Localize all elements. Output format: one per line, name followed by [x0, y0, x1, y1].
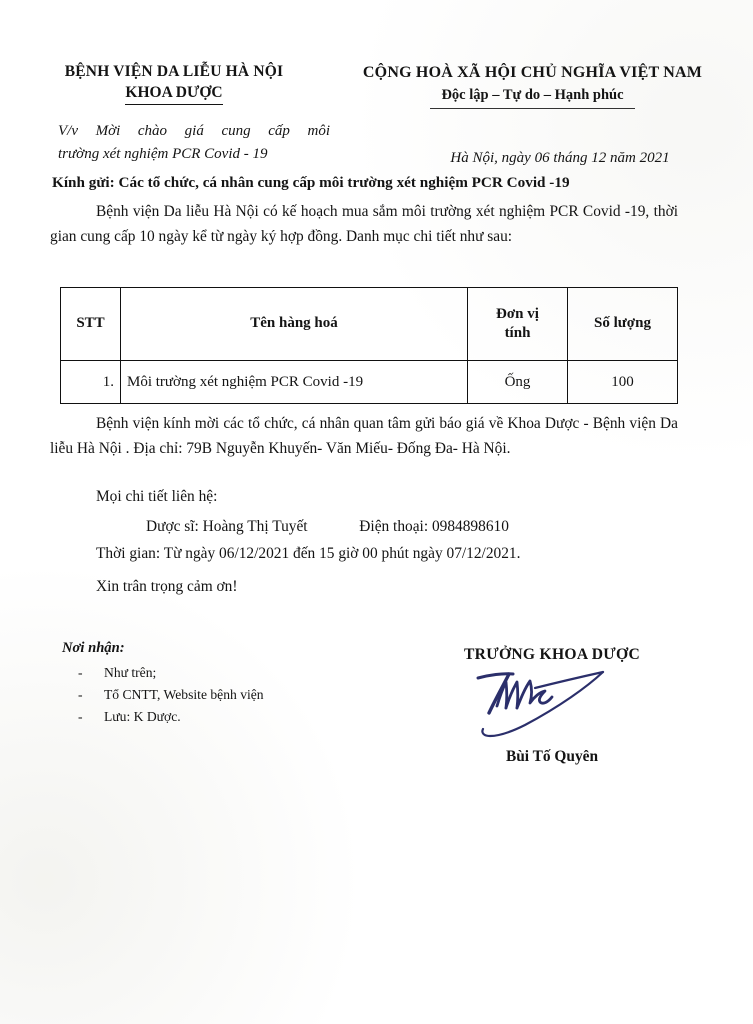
national-heading-block: [330, 62, 753, 109]
cell-stt: 1.: [61, 361, 121, 404]
issuing-organization-block: [0, 62, 330, 105]
recipients-block: [62, 640, 264, 728]
recipients-list: [62, 662, 264, 728]
signer-name: Bùi Tố Quyên: [505, 748, 599, 765]
contact-details: [146, 518, 509, 536]
recipients-title: Nơi nhận:: [62, 640, 125, 656]
cell-quantity: 100: [568, 361, 678, 404]
organization-name: BỆNH VIỆN DA LIỄU HÀ NỘI: [64, 63, 284, 80]
subject-line-1: V/v Mời chào giá cung cấp môi: [58, 123, 330, 139]
column-header-quantity: Số lượng: [568, 288, 678, 361]
document-header: [0, 62, 753, 109]
national-motto: Độc lập – Tự do – Hạnh phúc: [441, 86, 624, 103]
column-header-item-name: Tên hàng hoá: [121, 288, 468, 361]
cell-item-name: Môi trường xét nghiệm PCR Covid -19: [121, 361, 468, 404]
subject-line-2: trường xét nghiệm PCR Covid - 19: [58, 145, 268, 162]
submission-deadline: Thời gian: Từ ngày 06/12/2021 đến 15 giờ 00 phút ngày 07/12/2021.: [96, 545, 521, 562]
handwritten-signature-icon: [437, 666, 667, 742]
list-item: - Lưu: K Dược.: [104, 706, 264, 728]
goods-table: [60, 287, 678, 404]
invitation-paragraph: Bệnh viện kính mời các tổ chức, cá nhân quan tâm gửi báo giá về Khoa Dược - Bệnh viện Da liễu Hà Nội . Địa chỉ: 79B Nguyễn Khuyến- Văn Miếu- Đống Đa- Hà Nội.: [50, 415, 678, 457]
list-item: - Như trên;: [104, 662, 264, 684]
contact-header: Mọi chi tiết liên hệ:: [96, 488, 218, 505]
place-and-date: Hà Nội, ngày 06 tháng 12 năm 2021: [450, 150, 670, 166]
contact-phone: Điện thoại: 0984898610: [359, 518, 509, 535]
goods-table-wrapper: [60, 287, 677, 404]
signature-block: [392, 646, 712, 766]
column-header-unit-line2: tính: [504, 325, 531, 341]
country-name: CỘNG HOÀ XÃ HỘI CHỦ NGHĨA VIỆT NAM: [362, 64, 703, 81]
motto-divider: [430, 108, 635, 110]
cell-unit: Ống: [468, 361, 568, 404]
thanks-line: Xin trân trọng cảm ơn!: [96, 578, 238, 595]
department-name: KHOA DƯỢC: [125, 83, 222, 105]
table-header-row: [61, 288, 678, 361]
intro-paragraph: Bệnh viện Da liễu Hà Nội có kế hoạch mua sắm môi trường xét nghiệm PCR Covid -19, thời gian cung cấp 10 ngày kể từ ngày ký hợp đồng. Danh mục chi tiết như sau:: [50, 203, 678, 245]
column-header-unit: [468, 288, 568, 361]
table-row: [61, 361, 678, 404]
subject-block: [58, 120, 330, 165]
column-header-unit-line1: Đơn vị: [496, 305, 539, 322]
list-item: - Tổ CNTT, Website bệnh viện: [104, 684, 264, 706]
recipient-line: Kính gửi: Các tổ chức, cá nhân cung cấp môi trường xét nghiệm PCR Covid -19: [52, 174, 570, 191]
signer-title: TRƯỞNG KHOA DƯỢC: [463, 646, 641, 663]
column-header-stt: STT: [61, 288, 121, 361]
contact-person: Dược sĩ: Hoàng Thị Tuyết: [146, 518, 308, 535]
